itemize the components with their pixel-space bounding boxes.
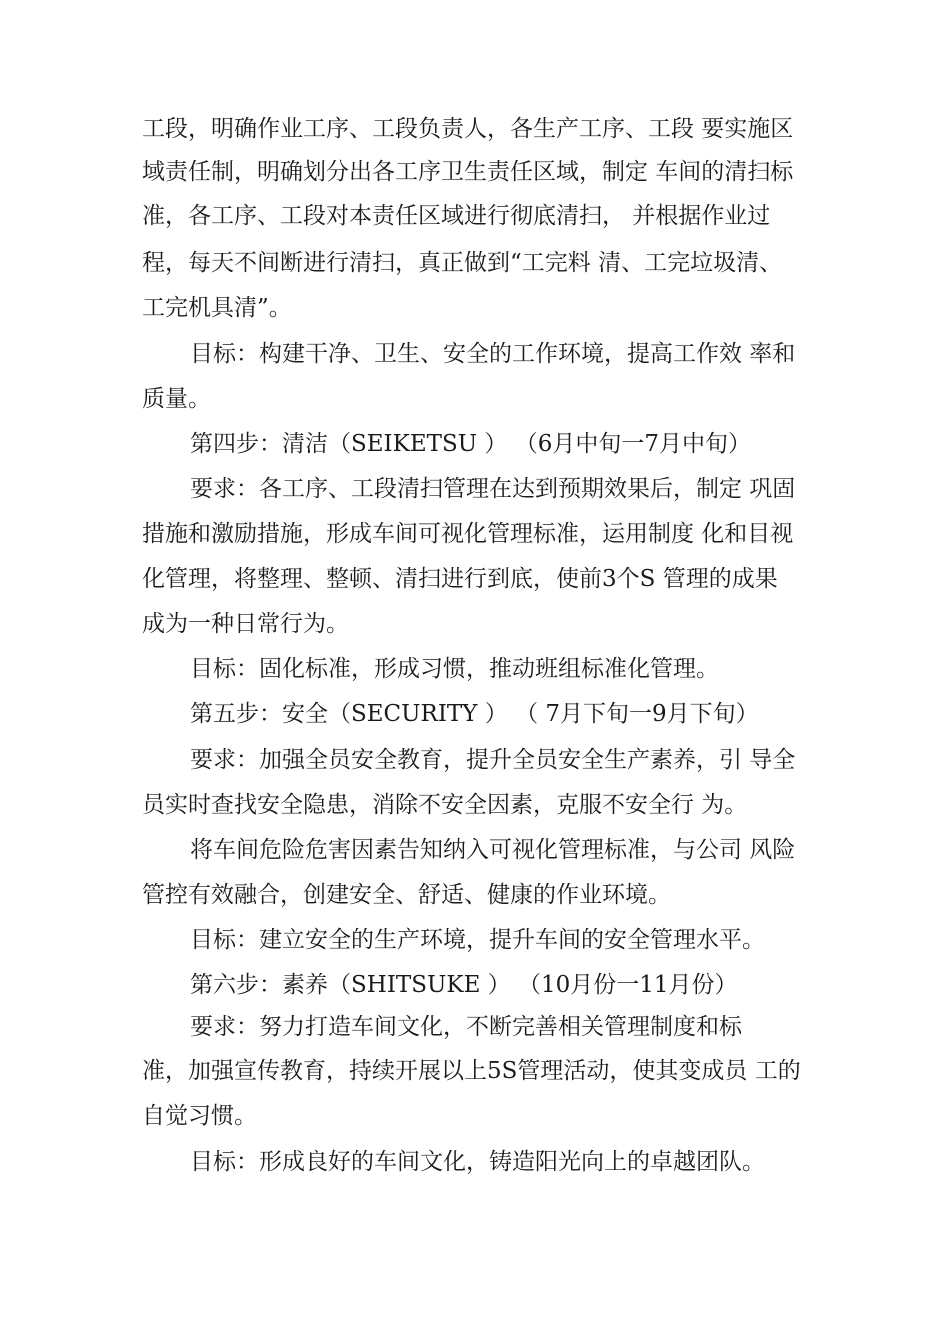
goal-line: 目标：固化标准，形成习惯，推动班组标准化管理。 xyxy=(190,656,719,682)
paragraph-line: 质量。 xyxy=(142,386,211,412)
paragraph-line: 措施和激励措施，形成车间可视化管理标准，运用制度 化和目视 xyxy=(142,521,794,547)
paragraph-line: 管控有效融合，创建安全、舒适、健康的作业环境。 xyxy=(142,882,671,908)
step-heading: 第四步：清洁（SEIKETSU ） （6月中旬一7月中旬） xyxy=(190,431,751,457)
paragraph-line: 员实时查找安全隐患，消除不安全因素，克服不安全行 为。 xyxy=(142,792,748,818)
paragraph-line: 工完机具清”。 xyxy=(142,295,292,321)
paragraph-line: 将车间危险危害因素告知纳入可视化管理标准，与公司 风险 xyxy=(190,837,796,863)
paragraph-line: 程，每天不间断进行清扫，真正做到“工完料 清、工完垃圾清、 xyxy=(142,250,783,276)
requirement-line: 要求：加强全员安全教育，提升全员安全生产素养，引 导全 xyxy=(190,747,796,773)
paragraph-line: 成为一种日常行为。 xyxy=(142,611,349,637)
step-heading: 第六步：素养（SHITSUKE ） （10月份一11月份） xyxy=(190,972,738,998)
paragraph-line: 域责任制，明确划分出各工序卫生责任区域，制定 车间的清扫标 xyxy=(142,159,794,185)
requirement-line: 要求：各工序、工段清扫管理在达到预期效果后，制定 巩固 xyxy=(190,476,796,502)
paragraph-line: 准，加强宣传教育，持续开展以上5S管理活动，使其变成员 工的 xyxy=(142,1058,801,1084)
paragraph-line: 化管理，将整理、整顿、清扫进行到底，使前3个S 管理的成果 xyxy=(142,566,778,592)
paragraph-line: 自觉习惯。 xyxy=(142,1103,257,1129)
step-heading: 第五步：安全（SECURITY ） （ 7月下旬一9月下旬） xyxy=(190,701,759,727)
requirement-line: 要求：努力打造车间文化，不断完善相关管理制度和标 xyxy=(190,1014,742,1040)
goal-line: 目标：建立安全的生产环境，提升车间的安全管理水平。 xyxy=(190,927,765,953)
goal-line: 目标：构建干净、卫生、安全的工作环境，提高工作效 率和 xyxy=(190,341,796,367)
goal-line: 目标：形成良好的车间文化，铸造阳光向上的卓越团队。 xyxy=(190,1149,765,1175)
paragraph-line: 准，各工序、工段对本责任区域进行彻底清扫， 并根据作业过 xyxy=(142,203,771,229)
paragraph-line: 工段，明确作业工序、工段负责人，各生产工序、工段 要实施区 xyxy=(142,116,794,142)
